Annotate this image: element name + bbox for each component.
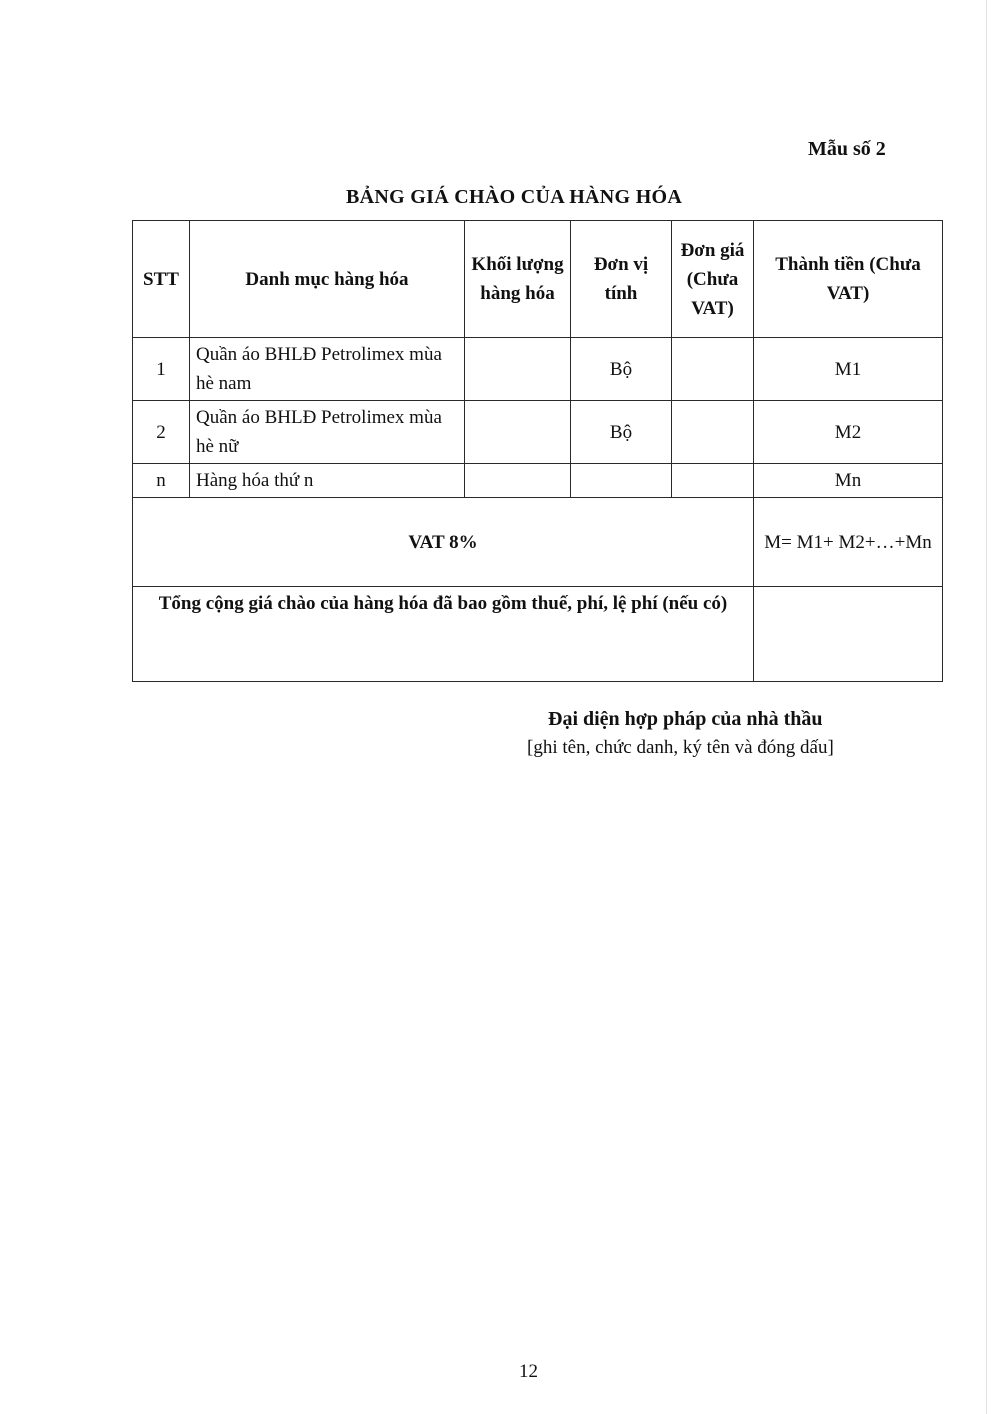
row-stt: 1 (133, 338, 190, 401)
vat-value: M= M1+ M2+…+Mn (754, 498, 943, 587)
page-edge-line (986, 0, 987, 1414)
row-unit-price (672, 401, 754, 464)
header-amount: Thành tiền (Chưa VAT) (754, 221, 943, 338)
vat-row (133, 498, 943, 587)
table-row (133, 464, 943, 498)
document-title: BẢNG GIÁ CHÀO CỦA HÀNG HÓA (346, 186, 683, 208)
row-item: Hàng hóa thứ n (190, 464, 465, 498)
total-label: Tổng cộng giá chào của hàng hóa đã bao gồm thuế, phí, lệ phí (nếu có) (133, 587, 754, 682)
row-item: Quần áo BHLĐ Petrolimex mùa hè nam (190, 338, 465, 401)
page-number: 12 (519, 1361, 538, 1382)
vat-label: VAT 8% (133, 498, 754, 587)
row-quantity (465, 338, 571, 401)
signature-note: [ghi tên, chức danh, ký tên và đóng dấu] (527, 737, 834, 758)
table-header-row (133, 221, 943, 338)
form-number: Mẫu số 2 (808, 138, 886, 160)
table-row (133, 338, 943, 401)
row-unit (571, 464, 672, 498)
header-unit-price: Đơn giá (Chưa VAT) (672, 221, 754, 338)
total-value (754, 587, 943, 682)
row-stt: 2 (133, 401, 190, 464)
row-quantity (465, 464, 571, 498)
table-row (133, 401, 943, 464)
total-row (133, 587, 943, 682)
row-stt: n (133, 464, 190, 498)
header-stt: STT (133, 221, 190, 338)
row-unit: Bộ (571, 338, 672, 401)
row-item: Quần áo BHLĐ Petrolimex mùa hè nữ (190, 401, 465, 464)
row-unit-price (672, 464, 754, 498)
row-quantity (465, 401, 571, 464)
price-table (132, 220, 943, 682)
row-amount: M1 (754, 338, 943, 401)
row-unit: Bộ (571, 401, 672, 464)
row-amount: M2 (754, 401, 943, 464)
row-amount: Mn (754, 464, 943, 498)
row-unit-price (672, 338, 754, 401)
header-unit: Đơn vị tính (571, 221, 672, 338)
header-item: Danh mục hàng hóa (190, 221, 465, 338)
signature-title: Đại diện hợp pháp của nhà thầu (548, 708, 823, 730)
header-quantity: Khối lượng hàng hóa (465, 221, 571, 338)
